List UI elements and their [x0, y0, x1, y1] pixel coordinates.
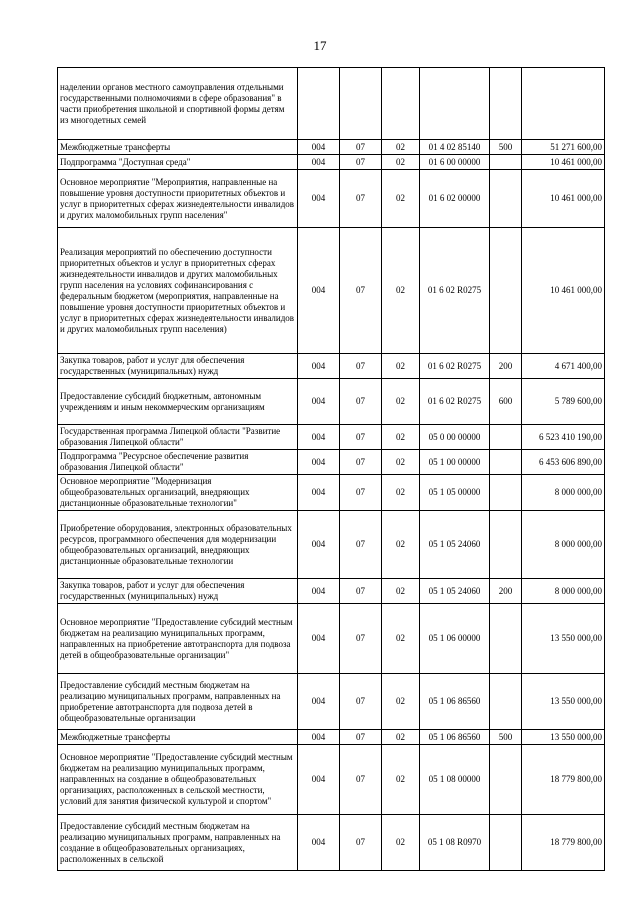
row-description: Основное мероприятие "Модернизация общеобразовательных организаций, внедряющих дистанционные образовательные технологии" [58, 475, 298, 511]
row-amount: 10 461 000,00 [522, 228, 605, 354]
table-row [58, 815, 605, 871]
row-target-article: 05 1 00 00000 [420, 450, 490, 475]
row-subsection: 02 [382, 730, 420, 745]
row-amount: 13 550 000,00 [522, 730, 605, 745]
row-expense-type [490, 68, 522, 140]
row-target-article: 05 1 08 00000 [420, 745, 490, 815]
row-description: наделении органов местного самоуправления отдельными государственными полномочиями в сфере образования" в части приобретения школьной и спортивной формы детям из многодетных семей [58, 68, 298, 140]
row-subsection: 02 [382, 604, 420, 674]
row-section: 07 [340, 730, 382, 745]
row-admin-code: 004 [298, 228, 340, 354]
row-expense-type [490, 425, 522, 450]
row-admin-code [298, 68, 340, 140]
row-expense-type: 500 [490, 730, 522, 745]
row-section: 07 [340, 140, 382, 155]
row-amount: 6 453 606 890,00 [522, 450, 605, 475]
row-amount: 8 000 000,00 [522, 579, 605, 604]
row-admin-code: 004 [298, 604, 340, 674]
row-expense-type [490, 475, 522, 511]
row-section: 07 [340, 475, 382, 511]
row-description: Государственная программа Липецкой области "Развитие образования Липецкой области" [58, 425, 298, 450]
row-expense-type [490, 674, 522, 730]
row-section: 07 [340, 425, 382, 450]
row-expense-type [490, 228, 522, 354]
row-section: 07 [340, 155, 382, 170]
row-section: 07 [340, 815, 382, 871]
row-target-article: 01 6 02 R0275 [420, 354, 490, 379]
row-expense-type [490, 511, 522, 579]
row-section: 07 [340, 354, 382, 379]
row-section: 07 [340, 674, 382, 730]
row-description: Реализация мероприятий по обеспечению доступности приоритетных объектов и услуг в приоритетных сферах жизнедеятельности инвалидов и других маломобильных групп населения на условиях софинансирования с федеральным бюджетом (мероприятия, направленные на повышение уровня доступности приоритетных объектов и услуг в приоритетных сферах жизнедеятельности инвалидов и других маломобильных групп населения) [58, 228, 298, 354]
row-amount: 4 671 400,00 [522, 354, 605, 379]
row-admin-code: 004 [298, 170, 340, 228]
row-amount: 10 461 000,00 [522, 170, 605, 228]
row-description: Межбюджетные трансферты [58, 140, 298, 155]
row-target-article: 01 6 00 00000 [420, 155, 490, 170]
row-amount: 18 779 800,00 [522, 815, 605, 871]
row-description: Приобретение оборудования, электронных образовательных ресурсов, программного обеспечения для модернизации общеобразовательных организаций, внедряющих дистанционные образовательные технологии [58, 511, 298, 579]
row-amount: 51 271 600,00 [522, 140, 605, 155]
table-row [58, 379, 605, 425]
budget-table [57, 67, 605, 871]
row-subsection: 02 [382, 579, 420, 604]
row-target-article: 01 6 02 00000 [420, 170, 490, 228]
row-admin-code: 004 [298, 379, 340, 425]
row-section: 07 [340, 170, 382, 228]
row-description: Закупка товаров, работ и услуг для обеспечения государственных (муниципальных) нужд [58, 354, 298, 379]
row-subsection: 02 [382, 425, 420, 450]
table-row [58, 140, 605, 155]
row-amount [522, 68, 605, 140]
row-admin-code: 004 [298, 140, 340, 155]
row-subsection: 02 [382, 379, 420, 425]
row-amount: 13 550 000,00 [522, 674, 605, 730]
row-description: Основное мероприятие "Предоставление субсидий местным бюджетам на реализацию муниципальных программ, направленных на приобретение автотранспорта для подвоза детей в общеобразовательные организации" [58, 604, 298, 674]
row-admin-code: 004 [298, 450, 340, 475]
row-description: Закупка товаров, работ и услуг для обеспечения государственных (муниципальных) нужд [58, 579, 298, 604]
row-description: Межбюджетные трансферты [58, 730, 298, 745]
row-expense-type [490, 170, 522, 228]
row-target-article: 01 6 02 R0275 [420, 228, 490, 354]
row-subsection: 02 [382, 475, 420, 511]
row-expense-type [490, 604, 522, 674]
row-expense-type: 600 [490, 379, 522, 425]
row-target-article: 05 1 08 R0970 [420, 815, 490, 871]
row-admin-code: 004 [298, 354, 340, 379]
table-row [58, 170, 605, 228]
table-row [58, 450, 605, 475]
table-row [58, 604, 605, 674]
row-section: 07 [340, 604, 382, 674]
row-description: Основное мероприятие "Предоставление субсидий местным бюджетам на реализацию муниципальных программ, направленных на создание в общеобразовательных организациях, расположенных в сельской местности, условий для занятия физической культурой и спортом" [58, 745, 298, 815]
row-section [340, 68, 382, 140]
row-target-article: 05 0 00 00000 [420, 425, 490, 450]
row-admin-code: 004 [298, 579, 340, 604]
table-row [58, 354, 605, 379]
row-description: Предоставление субсидий местным бюджетам на реализацию муниципальных программ, направленных на приобретение автотранспорта для подвоза детей в общеобразовательные организации [58, 674, 298, 730]
row-description: Предоставление субсидий местным бюджетам на реализацию муниципальных программ, направленных на создание в общеобразовательных организациях, расположенных в сельской [58, 815, 298, 871]
row-description: Подпрограмма "Ресурсное обеспечение развития образования Липецкой области" [58, 450, 298, 475]
table-row [58, 228, 605, 354]
row-target-article: 05 1 06 00000 [420, 604, 490, 674]
row-admin-code: 004 [298, 745, 340, 815]
row-admin-code: 004 [298, 511, 340, 579]
table-row [58, 579, 605, 604]
row-target-article: 01 4 02 85140 [420, 140, 490, 155]
row-section: 07 [340, 511, 382, 579]
row-amount: 6 523 410 190,00 [522, 425, 605, 450]
table-row [58, 155, 605, 170]
row-admin-code: 004 [298, 815, 340, 871]
row-amount: 8 000 000,00 [522, 475, 605, 511]
row-expense-type [490, 450, 522, 475]
row-target-article: 05 1 05 00000 [420, 475, 490, 511]
page-number: 17 [313, 38, 327, 53]
row-description: Подпрограмма "Доступная среда" [58, 155, 298, 170]
row-section: 07 [340, 745, 382, 815]
row-amount: 10 461 000,00 [522, 155, 605, 170]
row-expense-type [490, 745, 522, 815]
row-expense-type: 200 [490, 354, 522, 379]
row-section: 07 [340, 379, 382, 425]
row-subsection: 02 [382, 450, 420, 475]
table-row [58, 674, 605, 730]
row-target-article: 05 1 05 24060 [420, 511, 490, 579]
row-section: 07 [340, 450, 382, 475]
row-subsection: 02 [382, 170, 420, 228]
row-subsection: 02 [382, 228, 420, 354]
table-row [58, 511, 605, 579]
row-subsection [382, 68, 420, 140]
row-description: Предоставление субсидий бюджетным, автономным учреждениям и иным некоммерческим организациям [58, 379, 298, 425]
row-subsection: 02 [382, 674, 420, 730]
row-description: Основное мероприятие "Мероприятия, направленные на повышение уровня доступности приоритетных объектов и услуг в приоритетных сферах жизнедеятельности инвалидов и других маломобильных групп населения" [58, 170, 298, 228]
table-row [58, 730, 605, 745]
row-admin-code: 004 [298, 475, 340, 511]
table-row [58, 745, 605, 815]
row-expense-type: 200 [490, 579, 522, 604]
table-row [58, 425, 605, 450]
row-admin-code: 004 [298, 155, 340, 170]
row-amount: 18 779 800,00 [522, 745, 605, 815]
row-admin-code: 004 [298, 425, 340, 450]
row-admin-code: 004 [298, 730, 340, 745]
row-target-article: 05 1 06 86560 [420, 730, 490, 745]
budget-table-body [58, 68, 605, 871]
row-subsection: 02 [382, 745, 420, 815]
row-expense-type [490, 815, 522, 871]
row-subsection: 02 [382, 155, 420, 170]
table-row [58, 475, 605, 511]
row-amount: 13 550 000,00 [522, 604, 605, 674]
row-admin-code: 004 [298, 674, 340, 730]
row-amount: 5 789 600,00 [522, 379, 605, 425]
row-section: 07 [340, 579, 382, 604]
row-subsection: 02 [382, 815, 420, 871]
row-amount: 8 000 000,00 [522, 511, 605, 579]
row-subsection: 02 [382, 511, 420, 579]
row-target-article: 01 6 02 R0275 [420, 379, 490, 425]
row-expense-type [490, 155, 522, 170]
row-target-article: 05 1 05 24060 [420, 579, 490, 604]
row-section: 07 [340, 228, 382, 354]
table-row [58, 68, 605, 140]
row-expense-type: 500 [490, 140, 522, 155]
row-target-article [420, 68, 490, 140]
row-subsection: 02 [382, 354, 420, 379]
row-subsection: 02 [382, 140, 420, 155]
row-target-article: 05 1 06 86560 [420, 674, 490, 730]
